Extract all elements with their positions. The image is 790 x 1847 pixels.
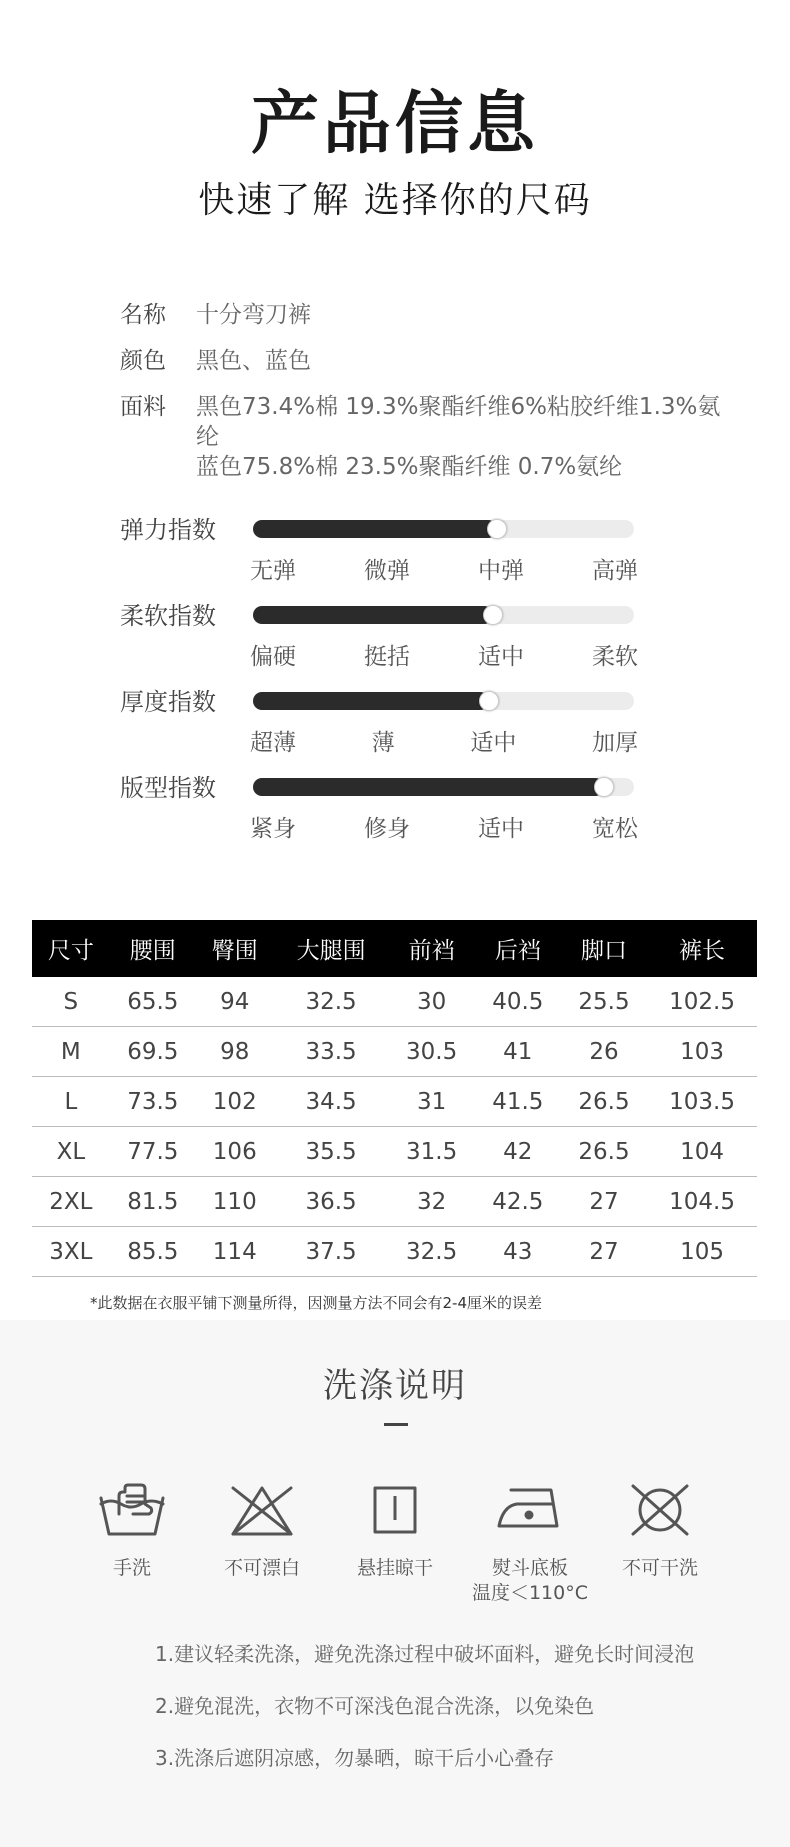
table-cell: 40.5 — [475, 977, 561, 1027]
table-cell: 42 — [475, 1127, 561, 1177]
table-cell: 41 — [475, 1027, 561, 1077]
no-bleach-icon — [227, 1482, 297, 1538]
care-label: 手洗 — [112, 1557, 151, 1579]
table-cell: S — [32, 977, 110, 1027]
tick-label: 挺括 — [364, 644, 410, 670]
table-cell: M — [32, 1027, 110, 1077]
table-cell: 105 — [647, 1227, 757, 1277]
table-row — [32, 977, 757, 1027]
tick-label: 适中 — [478, 816, 524, 842]
table-cell: 26.5 — [561, 1077, 647, 1127]
care-label — [460, 1556, 600, 1606]
table-cell: 69.5 — [110, 1027, 196, 1077]
page-title: 产品信息 — [250, 85, 539, 164]
table-cell: 103 — [647, 1027, 757, 1077]
index-label: 厚度指数 — [120, 688, 216, 716]
index-label: 柔软指数 — [120, 602, 216, 630]
hang-dry-icon — [360, 1482, 430, 1538]
index-track — [253, 606, 634, 624]
index-label: 版型指数 — [120, 774, 216, 802]
name-value: 十分弯刀裤 — [196, 302, 311, 328]
table-cell: 94 — [196, 977, 274, 1027]
index-ticks — [250, 724, 638, 757]
col-header: 臀围 — [196, 920, 274, 977]
product-info — [120, 300, 740, 498]
table-cell: 102.5 — [647, 977, 757, 1027]
table-cell: 32.5 — [274, 977, 389, 1027]
table-cell: 106 — [196, 1127, 274, 1177]
fabric-label: 面料 — [120, 394, 166, 420]
care-item-hang-dry — [325, 1482, 465, 1581]
tick-label: 微弹 — [364, 558, 410, 584]
tick-label: 宽松 — [592, 816, 638, 842]
table-cell: 30 — [389, 977, 475, 1027]
care-label: 不可漂白 — [223, 1557, 300, 1579]
table-cell: 37.5 — [274, 1227, 389, 1277]
table-cell: 85.5 — [110, 1227, 196, 1277]
color-value: 黑色、蓝色 — [196, 348, 311, 374]
color-label: 颜色 — [120, 348, 166, 374]
tick-label: 适中 — [470, 730, 517, 756]
care-label-line: 熨斗底板 — [491, 1557, 568, 1579]
no-dry-clean-icon — [625, 1482, 695, 1538]
care-item-no-bleach — [192, 1482, 332, 1581]
table-cell: L — [32, 1077, 110, 1127]
table-cell: 73.5 — [110, 1077, 196, 1127]
col-header: 腰围 — [110, 920, 196, 977]
table-cell: 31.5 — [389, 1127, 475, 1177]
col-header: 前裆 — [389, 920, 475, 977]
divider — [384, 1423, 408, 1426]
care-item-iron — [460, 1482, 600, 1606]
table-cell: 43 — [475, 1227, 561, 1277]
wash-tips — [155, 1638, 694, 1794]
care-label-line: 温度＜110°C — [471, 1582, 589, 1604]
iron-icon — [493, 1482, 567, 1538]
table-cell: 32.5 — [389, 1227, 475, 1277]
index-fill — [253, 520, 497, 538]
table-row — [32, 1177, 757, 1227]
table-cell: 32 — [389, 1177, 475, 1227]
index-fill — [253, 606, 493, 624]
index-track — [253, 778, 634, 796]
measure-note: *此数据在衣服平铺下测量所得，因测量方法不同会有2-4厘米的误差 — [90, 1294, 543, 1312]
name-label: 名称 — [120, 302, 166, 328]
index-knob — [483, 605, 503, 625]
tick-label: 修身 — [364, 816, 410, 842]
tick-label: 紧身 — [250, 816, 296, 842]
info-row-name — [120, 300, 740, 330]
wash-section — [0, 1320, 790, 1847]
table-row — [32, 1227, 757, 1277]
table-cell: 36.5 — [274, 1177, 389, 1227]
tick-label: 高弹 — [592, 558, 638, 584]
fabric-line-black: 黑色73.4%棉 19.3%聚酯纤维6%粘胶纤维1.3%氨纶 — [196, 394, 721, 450]
col-header: 尺寸 — [32, 920, 110, 977]
index-track — [253, 520, 634, 538]
wash-tip: 2.避免混洗，衣物不可深浅色混合洗涤，以免染色 — [155, 1694, 595, 1718]
table-cell: 35.5 — [274, 1127, 389, 1177]
index-knob — [487, 519, 507, 539]
table-cell: 110 — [196, 1177, 274, 1227]
table-cell: 26.5 — [561, 1127, 647, 1177]
table-cell: 25.5 — [561, 977, 647, 1027]
care-label: 悬挂晾干 — [356, 1557, 433, 1579]
table-cell: 77.5 — [110, 1127, 196, 1177]
table-cell: 104 — [647, 1127, 757, 1177]
table-cell: 3XL — [32, 1227, 110, 1277]
page-subtitle: 快速了解 选择你的尺码 — [198, 180, 592, 221]
index-ticks — [250, 638, 638, 671]
table-cell: 34.5 — [274, 1077, 389, 1127]
index-knob — [594, 777, 614, 797]
table-cell: 42.5 — [475, 1177, 561, 1227]
index-fill — [253, 778, 604, 796]
wash-title: 洗涤说明 — [323, 1366, 467, 1406]
tick-label: 超薄 — [250, 730, 296, 756]
table-cell: 30.5 — [389, 1027, 475, 1077]
table-row — [32, 1077, 757, 1127]
table-cell: 81.5 — [110, 1177, 196, 1227]
tick-label: 偏硬 — [250, 644, 296, 670]
table-row — [32, 1027, 757, 1077]
table-cell: 103.5 — [647, 1077, 757, 1127]
table-cell: 31 — [389, 1077, 475, 1127]
table-cell: 33.5 — [274, 1027, 389, 1077]
index-ticks — [250, 810, 638, 843]
index-knob — [479, 691, 499, 711]
table-row — [32, 1127, 757, 1177]
table-cell: XL — [32, 1127, 110, 1177]
tick-label: 柔软 — [592, 644, 638, 670]
size-table-body — [32, 977, 757, 1277]
info-row-fabric — [120, 392, 740, 482]
index-fill — [253, 692, 489, 710]
index-label: 弹力指数 — [120, 516, 216, 544]
care-item-hand-wash — [62, 1482, 202, 1581]
table-cell: 114 — [196, 1227, 274, 1277]
table-cell: 27 — [561, 1177, 647, 1227]
col-header: 脚口 — [561, 920, 647, 977]
col-header: 大腿围 — [274, 920, 389, 977]
tick-label: 薄 — [371, 730, 395, 756]
care-label: 不可干洗 — [621, 1557, 698, 1579]
hand-wash-icon — [97, 1482, 167, 1538]
wash-tip: 3.洗涤后遮阴凉感，勿暴晒，晾干后小心叠存 — [155, 1746, 555, 1770]
table-cell: 104.5 — [647, 1177, 757, 1227]
table-cell: 102 — [196, 1077, 274, 1127]
size-table — [32, 920, 757, 1277]
table-cell: 26 — [561, 1027, 647, 1077]
size-table-header — [32, 920, 757, 977]
tick-label: 加厚 — [591, 730, 638, 756]
table-cell: 2XL — [32, 1177, 110, 1227]
tick-label: 无弹 — [250, 558, 296, 584]
table-cell: 27 — [561, 1227, 647, 1277]
care-item-no-dry-clean — [590, 1482, 730, 1581]
fabric-value — [196, 392, 740, 482]
table-cell: 41.5 — [475, 1077, 561, 1127]
col-header: 后裆 — [475, 920, 561, 977]
tick-label: 中弹 — [478, 558, 524, 584]
info-row-color — [120, 346, 740, 376]
index-track — [253, 692, 634, 710]
wash-tip: 1.建议轻柔洗涤，避免洗涤过程中破坏面料，避免长时间浸泡 — [155, 1642, 695, 1666]
tick-label: 适中 — [478, 644, 524, 670]
fabric-line-blue: 蓝色75.8%棉 23.5%聚酯纤维 0.7%氨纶 — [196, 454, 623, 480]
table-cell: 65.5 — [110, 977, 196, 1027]
col-header: 裤长 — [647, 920, 757, 977]
table-cell: 98 — [196, 1027, 274, 1077]
index-ticks — [250, 552, 638, 585]
